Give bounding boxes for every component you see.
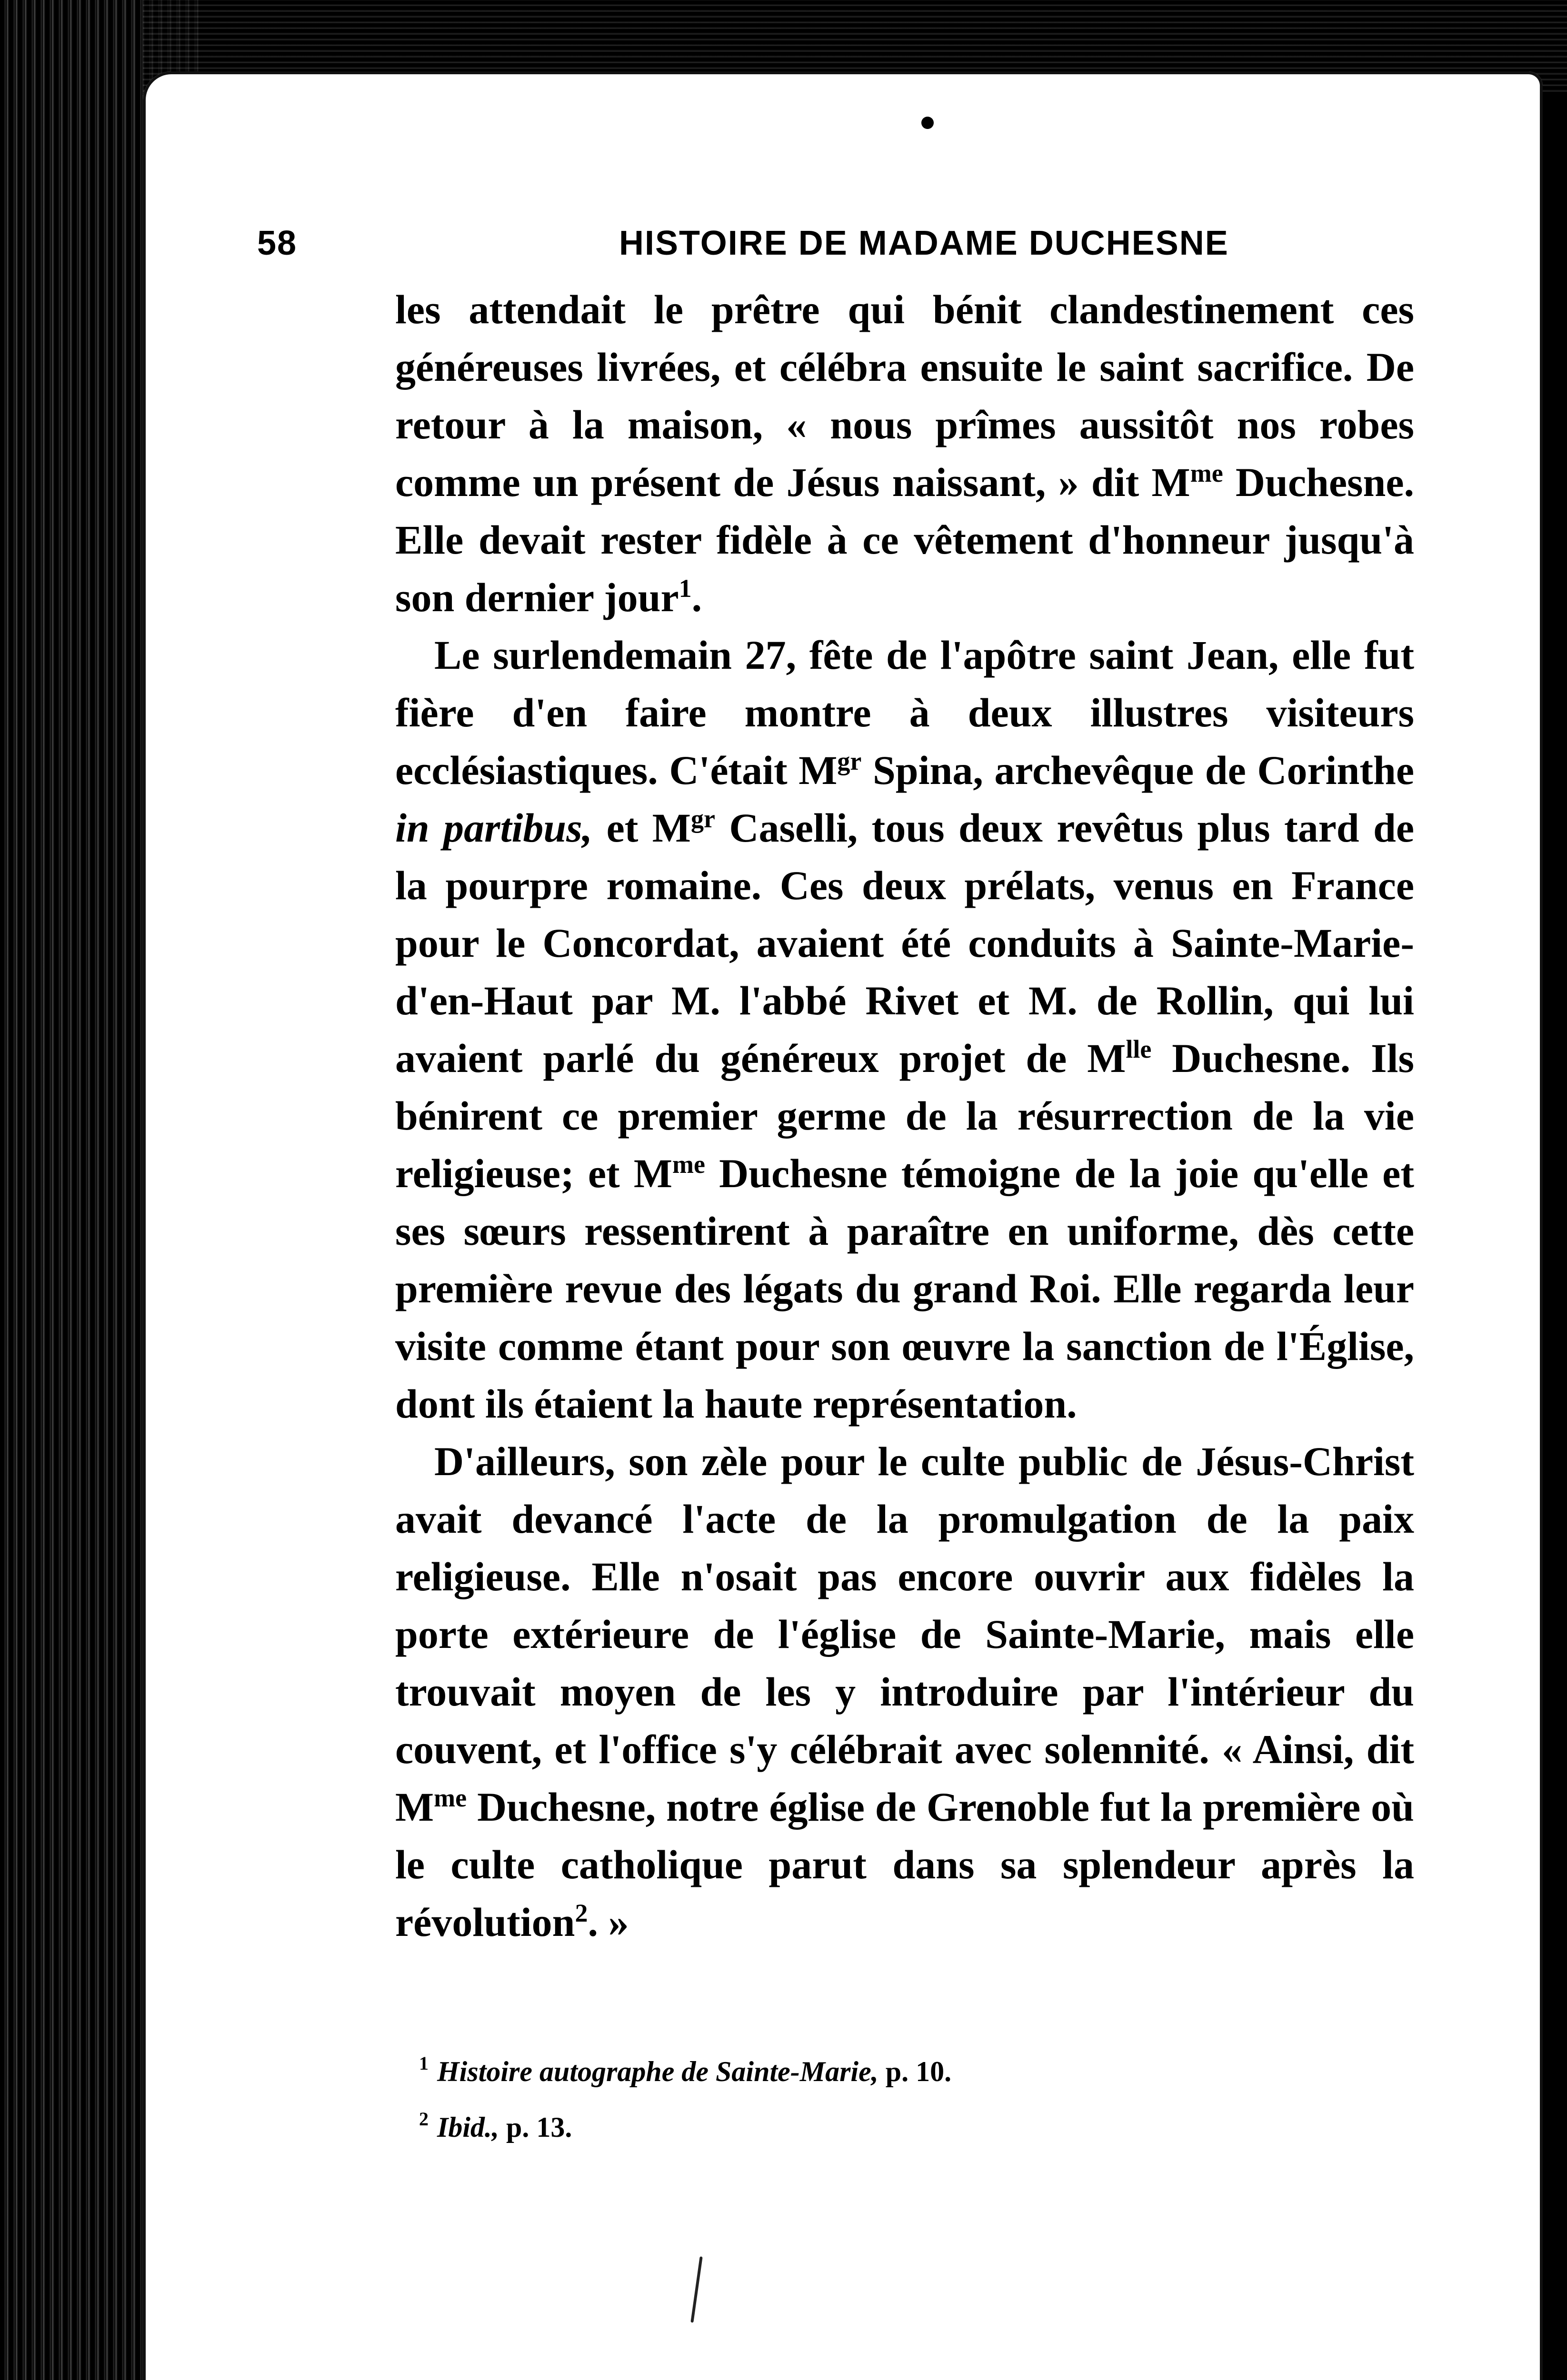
paragraph-2 [395,626,1414,1433]
paragraph-2-text-b: Spina, archevêque de Corinthe [861,747,1414,793]
paragraph-2-text-d: Caselli, tous deux revêtus plus tard de la pourpre romaine. Ces deux prélats, venus en France pour le Concordat, avaient été conduits à Sainte-Marie-d'en-Haut par M. l'abbé Rivet et M. de Rollin, qui lui avaient parlé du généreux projet de M [395,805,1415,1081]
superscript-gr: gr [837,747,862,775]
paragraph-1-text-b: Duchesne. Elle devait rester fidèle à ce vêtement d'honneur jusqu'à son dernier jour [395,459,1415,620]
paragraph-3-text-a: D'ailleurs, son zèle pour le culte public de Jésus-Christ avait devancé l'acte de la promulgation de la paix religieuse. Elle n'osait pas encore ouvrir aux fidèles la porte extérieure de l'église de Sainte-Marie, mais elle trouvait moyen de les y introduire par l'intérieur du couvent, et l'office s'y célébrait avec solennité. « Ainsi, dit M [395,1438,1414,1830]
footnote-1-page: p. 10. [878,2056,952,2087]
superscript-lle: lle [1126,1035,1152,1063]
paragraph-2-text-e: Duchesne. Ils bénirent ce premier germe de la résurrection de la vie religieuse; et M [395,1035,1414,1196]
paragraph-2-text-a: Le surlendemain 27, fête de l'apôtre saint Jean, elle fut fière d'en faire montre à deux illustres visiteurs ecclésiastiques. C'était M [395,632,1414,793]
footnote-1 [419,2040,1371,2095]
superscript-me: me [434,1784,467,1812]
body-text [395,281,1414,1951]
footnote-1-mark: 1 [419,2053,429,2074]
paragraph-1 [395,281,1414,626]
paragraph-3-text-b: Duchesne, notre église de Grenoble fut la première où le culte catholique parut dans sa splendeur après la révolution [395,1784,1414,1945]
footnote-1-title: Histoire autographe de Sainte-Marie, [437,2056,878,2087]
paragraph-1-text-c: . [691,575,702,620]
paragraph-1-text-a: les attendait le prêtre qui bénit clandestinement ces généreuses livrées, et célébra ensuite le saint sacrifice. De retour à la maison, « nous prîmes aussitôt nos robes comme un présent de Jésus naissant, » dit M [395,287,1414,505]
superscript-gr: gr [690,804,715,833]
footnote-2-mark: 2 [419,2108,429,2130]
paragraph-2-text-f: Duchesne témoigne de la joie qu'elle et ses sœurs ressentirent à paraître en uniforme, dès cette première revue des légats du grand Roi. Elle regarda leur visite comme étant pour son œuvre la sanction de l'Église, dont ils étaient la haute représentation. [395,1150,1414,1427]
italic-in-partibus: in partibus, [395,805,593,851]
running-title: HISTOIRE DE MADAME DUCHESNE [619,224,1229,262]
footnotes [419,2040,1371,2151]
footnote-ref-2: 2 [575,1899,588,1927]
superscript-me: me [672,1150,705,1179]
paragraph-3-text-c: . » [588,1899,629,1945]
paragraph-2-text-c: et M [592,805,691,851]
footnote-2-page: p. 13. [499,2112,572,2143]
running-head [257,224,1419,267]
footnote-ref-1: 1 [679,574,692,603]
superscript-me: me [1190,459,1223,487]
footnote-2-title: Ibid., [437,2112,499,2143]
paragraph-3 [395,1433,1414,1951]
footnote-2 [419,2095,1371,2151]
page-number: 58 [257,224,298,262]
ink-dot [921,117,934,129]
